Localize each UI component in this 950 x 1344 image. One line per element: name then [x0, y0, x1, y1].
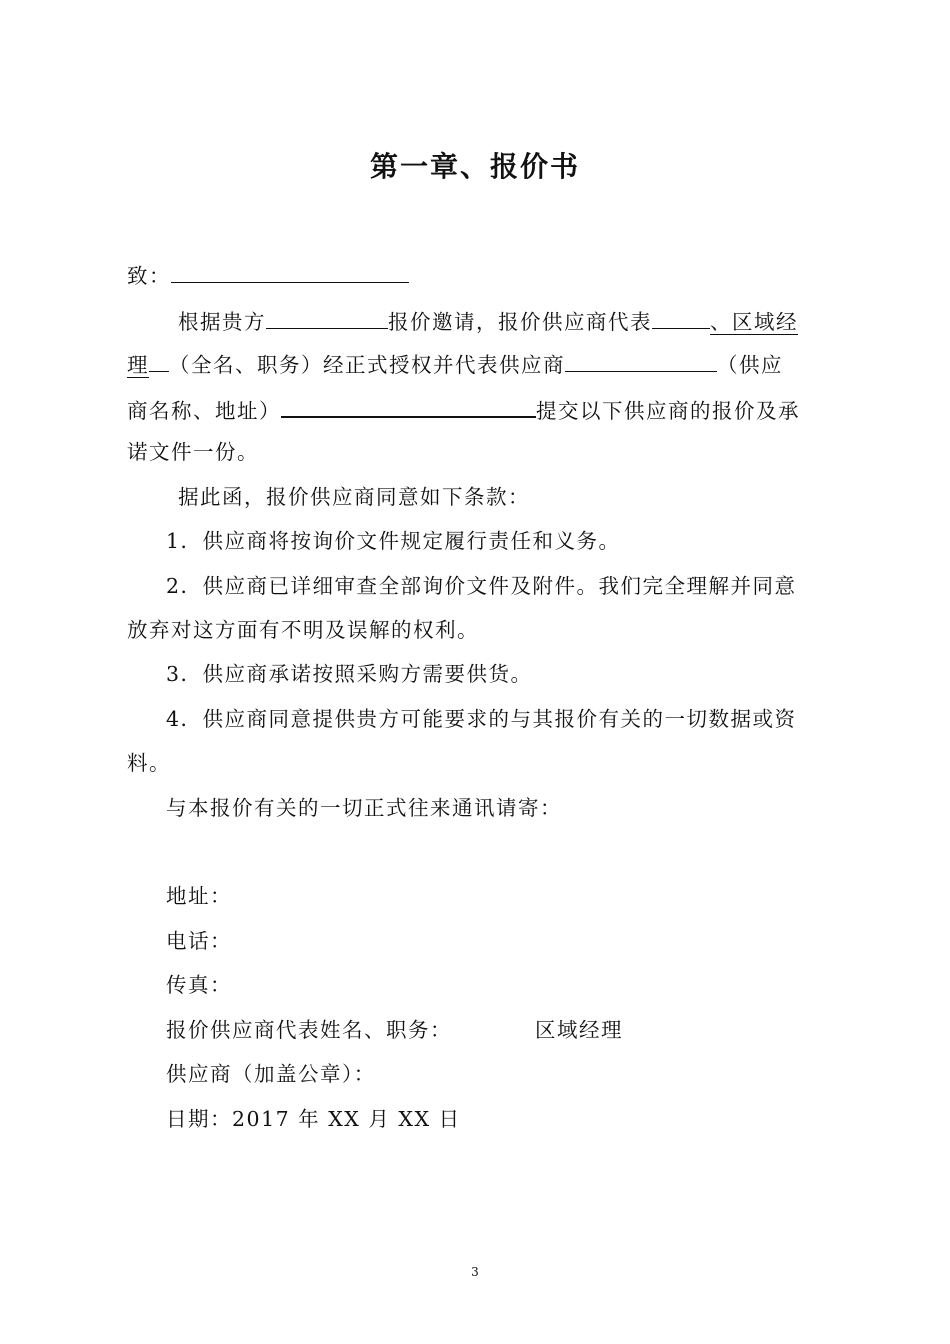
agree-intro: 据此函，报价供应商同意如下条款： [178, 485, 530, 509]
intro-text: 、区域经 [710, 310, 798, 334]
intro-text: （全名、职务）经正式授权并代表供应商 [169, 353, 565, 377]
representative-value: 区域经理 [535, 1018, 623, 1042]
chapter-title: 第一章、报价书 [369, 150, 580, 183]
representative-blank [652, 306, 710, 329]
intro-text: （供应 [717, 353, 783, 377]
recipient-blank [171, 260, 409, 283]
intro-text: 提交以下供应商的报价及承 [536, 399, 800, 423]
intro-line-3 [127, 394, 800, 425]
to-label: 致： [127, 264, 171, 288]
term-4-line-2: 料。 [127, 751, 171, 775]
representative-label: 报价供应商代表姓名、职务： [166, 1018, 452, 1042]
intro-text: 报价邀请，报价供应商代表 [388, 310, 652, 334]
intro-text: 根据贵方 [178, 310, 266, 334]
intro-line-1 [178, 306, 798, 336]
intro-text: 商名称、地址） [127, 399, 281, 423]
inviter-blank [266, 306, 388, 329]
intro-line-2 [127, 349, 783, 379]
to-line [127, 260, 409, 290]
term-2-line-2: 放弃对这方面有不明及误解的权利。 [127, 618, 479, 642]
term-3: 3．供应商承诺按照采购方需要供货。 [166, 662, 533, 686]
page-number: 3 [471, 1265, 479, 1279]
term-2-line-1: 2．供应商已详细审查全部询价文件及附件。我们完全理解并同意 [166, 574, 797, 598]
intro-line-4: 诺文件一份。 [127, 440, 259, 464]
term-4-line-1: 4．供应商同意提供贵方可能要求的与其报价有关的一切数据或资 [166, 707, 797, 731]
intro-text: 理 [127, 353, 149, 377]
title-blank [149, 349, 169, 372]
seal-label: 供应商（加盖公章）： [166, 1062, 376, 1086]
fax-label: 传真： [166, 973, 232, 997]
term-1: 1．供应商将按询价文件规定履行责任和义务。 [166, 529, 621, 553]
supplier-blank [565, 349, 717, 372]
phone-label: 电话： [166, 929, 232, 953]
address-label: 地址： [166, 884, 232, 908]
correspondence-line: 与本报价有关的一切正式往来通讯请寄： [166, 796, 562, 820]
address-blank [281, 394, 536, 418]
date-line: 日期：2017 年 XX 月 XX 日 [166, 1107, 461, 1131]
